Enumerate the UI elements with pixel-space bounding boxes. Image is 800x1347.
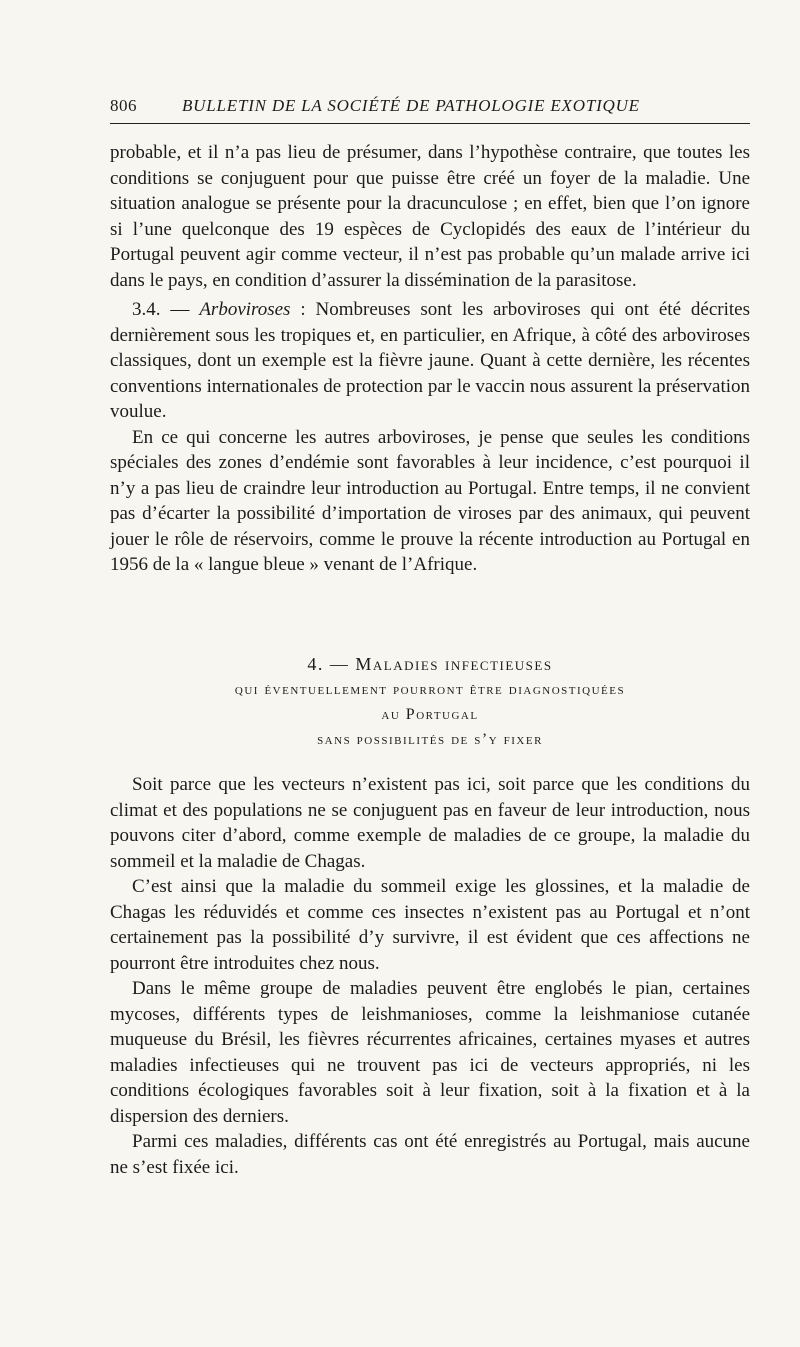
- arboviroses-text: : Nombreuses sont les arboviroses qui ont été décrites dernièrement sous les tropiques et, en particulier, en Afrique, à côté des arboviroses classiques, dont un exemple est la fièvre jaune. Quant à cette dernière, les récentes conventions internationales de protection par le vaccin nous assurent la préservation voulue.: [110, 299, 750, 422]
- section-number-3-4: 3.4. —: [132, 299, 200, 320]
- page-number: 806: [110, 96, 137, 115]
- section-heading-line-1: 4. — Maladies infectieuses: [307, 654, 553, 674]
- paragraph-vecteurs: Soit parce que les vecteurs n’existent pas ici, soit parce que les conditions du climat et des populations ne se conjuguent pas en faveur de leur introduction, nous pouvons citer d’abord, comme exemple de maladies de ce groupe, la maladie du sommeil et la maladie de Chagas.: [110, 774, 750, 872]
- paragraph-parmi-ces-maladies: Parmi ces maladies, différents cas ont été enregistrés au Portugal, mais aucune ne s’est fixée ici.: [110, 1131, 750, 1178]
- section-heading-line-2: qui éventuellement pourront être diagnostiquées: [234, 681, 626, 698]
- paragraph-sommeil-chagas: C’est ainsi que la maladie du sommeil exige les glossines, et la maladie de Chagas les réduvidés et comme ces insectes n’existent pas au Portugal et n’ont certainement pas la possibilité d’y survivre, il est évident que ces affections ne pourront être introduites chez nous.: [110, 876, 750, 974]
- paragraph-continued: probable, et il n’a pas lieu de présumer, dans l’hypothèse contraire, que toutes les conditions se conjuguent pour que puisse être créé un foyer de la maladie. Une situation analogue se présente pour la dracunculose ; en effet, bien que l’on ignore si l’une quelconque des 19 espèces de Cyclopidés des eaux de l’intérieur du Portugal peuvent agir comme vecteur, il n’est pas probable qu’un malade arrive ici dans le pays, en condition d’assurer la dissémination de la parasitose.: [110, 142, 750, 291]
- section-heading-4: [110, 652, 750, 752]
- paragraph-meme-groupe: Dans le même groupe de maladies peuvent être englobés le pian, certaines mycoses, différents types de leishmanioses, comme la leishmaniose cutanée muqueuse du Brésil, les fièvres récurrentes africaines, certaines myases et autres maladies infectieuses qui ne trouvent pas ici de vecteurs appropriés, ni les conditions écologiques favorables soit à leur fixation, soit à la fixation et à la dispersion des derniers.: [110, 978, 750, 1127]
- body-text-top: [110, 140, 750, 578]
- section-title-arboviroses: Arboviroses: [199, 299, 291, 320]
- journal-title: BULLETIN DE LA SOCIÉTÉ DE PATHOLOGIE EXOTIQUE: [182, 96, 640, 115]
- running-header: [110, 96, 750, 120]
- header-rule: [110, 123, 750, 124]
- section-heading-line-4: sans possibilités de s’y fixer: [317, 731, 543, 748]
- section-heading-line-3: au Portugal: [381, 706, 479, 723]
- paragraph-arboviroses: [110, 297, 750, 425]
- paragraph-arboviroses-2: En ce qui concerne les autres arboviroses, je pense que seules les conditions spéciales des zones d’endémie sont favorables à leur incidence, c’est pourquoi il n’y a pas lieu de craindre leur introduction au Portugal. Entre temps, il ne convient pas d’écarter la possibilité d’importation de viroses par des animaux, qui peuvent jouer le rôle de réservoirs, comme le prouve la récente introduction au Portugal en 1956 de la « langue bleue » venant de l’Afrique.: [110, 426, 750, 575]
- body-text-bottom: [110, 772, 750, 1180]
